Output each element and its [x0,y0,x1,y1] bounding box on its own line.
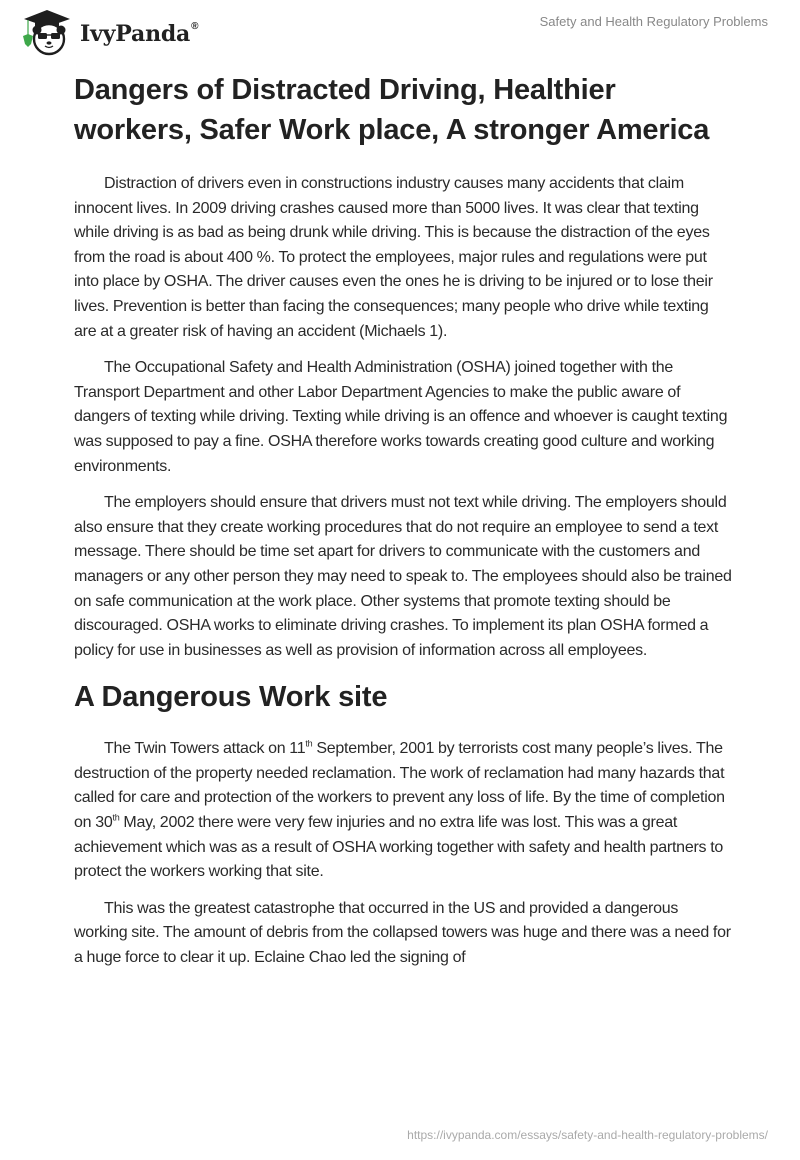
logo-text [80,21,198,47]
section-heading: A Dangerous Work site [74,681,388,714]
paragraph: The Occupational Safety and Health Administration (OSHA) joined together with the Transport Department and other Labor Department Agencies to make the public aware of dangers of texting while driving. Texting while driving is an offence and whoever is caught texting was supposed to pay a fine. OSHA therefore works towards creating good culture and working environments. [74,359,728,475]
ivypanda-logo[interactable] [18,6,198,56]
paragraph-text: The Twin Towers attack on 11 [104,740,306,758]
paragraph-text: May, 2002 there were very few injuries and no extra life was lost. This was a great achievement which was as a result of OSHA working together with safety and health partners to protect the workers working that site. [74,814,724,881]
logo-wordmark: IvyPanda [80,21,191,47]
paragraph: Distraction of drivers even in constructions industry causes many accidents that claim innocent lives. In 2009 driving crashes caused more than 5000 lives. It was clear that texting while driving is as bad as being drunk while driving. This is because the distraction of the eyes from the road is about 400 %. To protect the employees, major rules and regulations were put into place by OSHA. The driver causes even the ones he is driving to be injured or to lose their lives. Prevention is better than facing the consequences; many people who drive while texting are at a greater risk of having an accident (Michaels 1). [74,175,713,340]
paragraph: The employers should ensure that drivers must not text while driving. The employers should also ensure that they create working procedures that do not require an employee to send a text message. There should be time set apart for drivers to communicate with the customers and managers or any other person they may need to speak to. The employees should also be trained on safe communication at the work place. Other systems that promote texting should be discouraged. OSHA works to eliminate driving crashes. To implement its plan OSHA formed a policy for use in businesses as well as provision of information across all employees. [74,494,732,659]
source-url[interactable]: https://ivypanda.com/essays/safety-and-health-regulatory-problems/ [407,1128,768,1142]
page-header [0,0,800,58]
registered-mark: ® [191,20,199,32]
paragraph-text: September, 2001 by terrorists cost many people’s lives. The destruction of the property needed reclamation. The work of reclamation had many hazards that called for care and protection of the workers to prevent any loss of life. By the time of completion on 30 [74,740,725,832]
ordinal-suffix: th [305,738,313,749]
document-title: Safety and Health Regulatory Problems [539,14,768,29]
article-title: Dangers of Distracted Driving, Healthier workers, Safer Work place, A stronger America [74,74,710,146]
paragraph [74,737,734,885]
article-content [74,70,734,983]
paragraph: This was the greatest catastrophe that occurred in the US and provided a dangerous working site. The amount of debris from the collapsed towers was huge and there was a need for a huge force to clear it up. Eclaine Chao led the signing of [74,899,731,967]
panda-graduate-icon [18,6,76,56]
ordinal-suffix: th [112,812,120,823]
